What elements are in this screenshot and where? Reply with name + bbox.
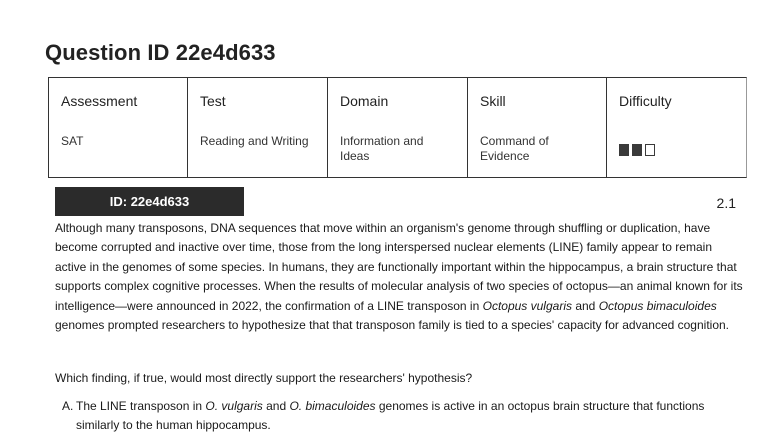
skill-header: Skill xyxy=(480,93,506,109)
difficulty-bar-filled xyxy=(619,144,629,156)
test-column xyxy=(188,78,328,177)
difficulty-bars-icon xyxy=(619,144,655,156)
question-stem: Which finding, if true, would most directly support the researchers' hypothesis? xyxy=(55,371,473,385)
choice-species-2: O. bimaculoides xyxy=(289,399,376,413)
passage-conjunction: and xyxy=(571,298,599,313)
choice-text-mid: and xyxy=(262,399,290,413)
choice-letter: A. xyxy=(62,399,74,413)
answer-choice-a[interactable] xyxy=(62,397,742,435)
species-name-1: Octopus vulgaris xyxy=(482,298,572,313)
assessment-column xyxy=(49,78,188,177)
difficulty-bar-filled xyxy=(632,144,642,156)
passage-part-1: Although many transposons, DNA sequences that move within an organism's genome through shuffling or duplication, have become corrupted and inactive over time, those from the long interspersed nuclear elements (LINE) family appear to remain active in the genomes of some species. In humans, they are functionally important within the hippocampus, a brain structure that supports complex cognitive processes. When the results of molecular analysis of two species of octopus—an animal known for its intelligence—were announced in 2022, the confirmation of a LINE transposon in xyxy=(55,221,743,313)
choice-species-1: O. vulgaris xyxy=(205,399,263,413)
domain-value: Information and Ideas xyxy=(340,134,424,163)
choice-text-post: genomes is active in an octopus brain structure that functions similarly to the human hippocampus. xyxy=(76,399,705,432)
choice-text-pre: The LINE transposon in xyxy=(76,399,206,413)
question-passage xyxy=(55,219,745,335)
page-title: Question ID 22e4d633 xyxy=(45,40,276,65)
assessment-value: SAT xyxy=(61,134,84,148)
choice-text xyxy=(76,397,742,435)
species-name-2: Octopus bimaculoides xyxy=(598,298,717,313)
difficulty-column xyxy=(607,78,746,177)
question-id-banner: ID: 22e4d633 xyxy=(55,187,244,216)
domain-column xyxy=(328,78,468,177)
question-meta-table xyxy=(48,77,747,178)
assessment-header: Assessment xyxy=(61,93,138,109)
skill-value: Command of Evidence xyxy=(480,134,549,163)
difficulty-header: Difficulty xyxy=(619,93,672,109)
question-number: 2.1 xyxy=(716,195,736,211)
difficulty-bar-empty xyxy=(645,144,655,156)
domain-header: Domain xyxy=(340,93,389,109)
test-header: Test xyxy=(200,93,226,109)
passage-text xyxy=(55,219,745,335)
skill-column xyxy=(468,78,607,177)
passage-part-2: genomes prompted researchers to hypothesize that that transposon family is tied to a species' capacity for advanced cognition. xyxy=(55,318,729,333)
test-value: Reading and Writing xyxy=(200,134,309,148)
